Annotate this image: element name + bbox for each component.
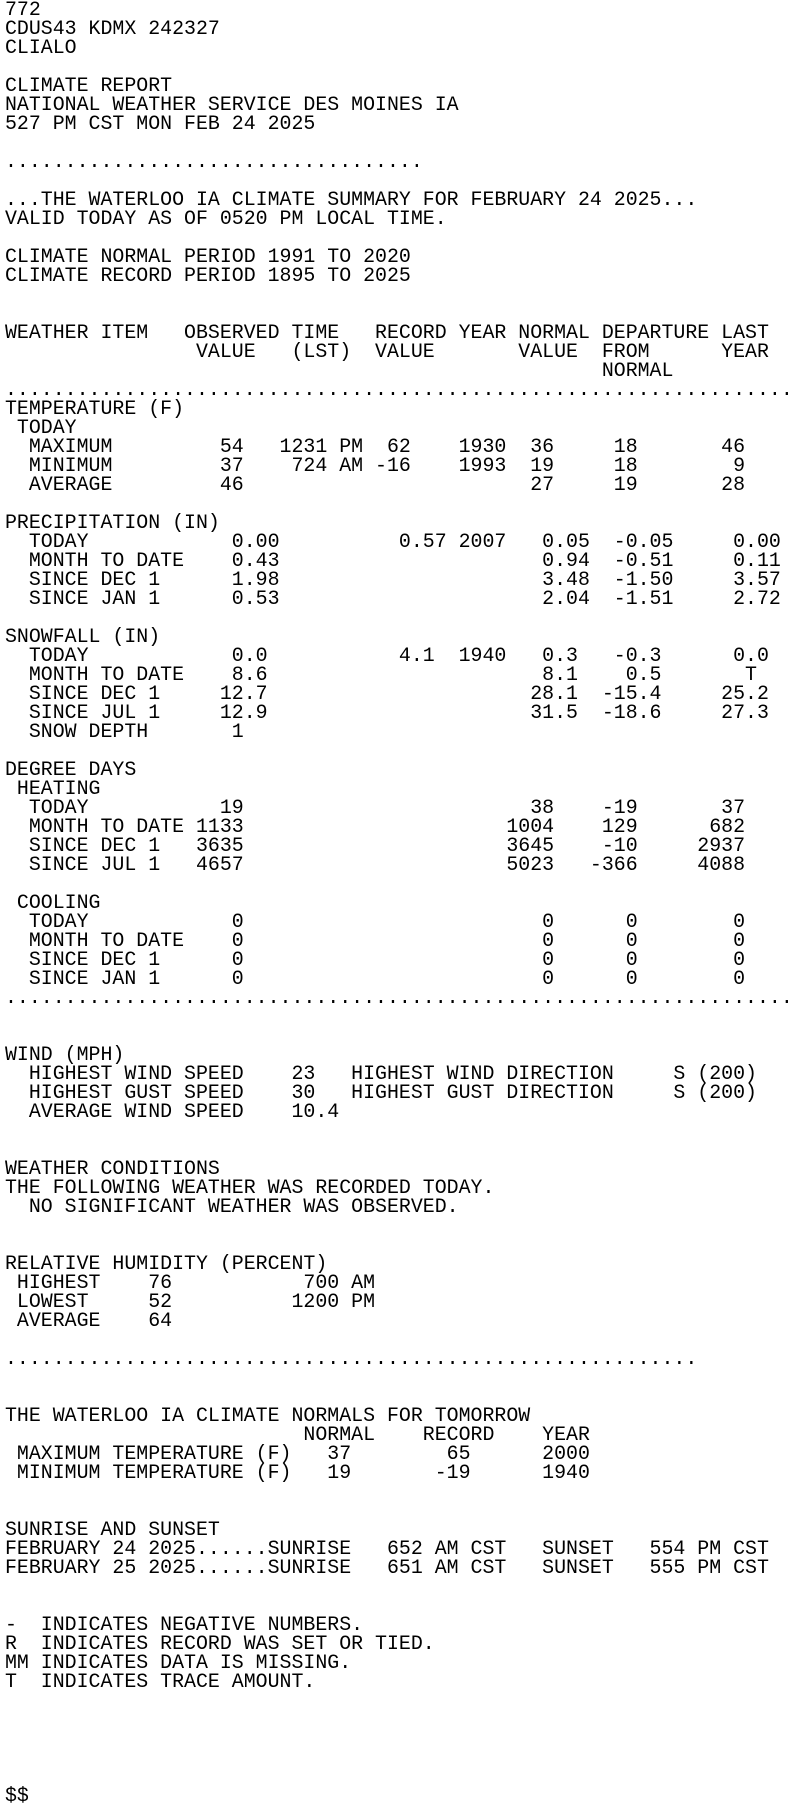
report-line: RELATIVE HUMIDITY (PERCENT) (5, 1252, 328, 1275)
report-line: SINCE DEC 1 12.7 28.1 -15.4 25.2 (5, 682, 769, 705)
report-line: FEBRUARY 24 2025......SUNRISE 652 AM CST SUNSET 554 PM CST (5, 1537, 769, 1560)
climate-report-document (5, 0, 793, 1805)
report-line: SINCE JAN 1 0.53 2.04 -1.51 2.72 (5, 587, 781, 610)
report-line: CDUS43 KDMX 242327 (5, 17, 220, 40)
report-line: HEATING (5, 777, 101, 800)
report-line: CLIMATE REPORT (5, 74, 173, 97)
report-line: SINCE JAN 1 0 0 0 0 (5, 967, 746, 990)
report-line: 772 (5, 0, 41, 21)
report-line: VALUE (LST) VALUE VALUE FROM YEAR (5, 340, 769, 363)
report-line: ................................... (5, 150, 423, 173)
report-line: NO SIGNIFICANT WEATHER WAS OBSERVED. (5, 1195, 459, 1218)
report-line (5, 1007, 793, 1026)
report-line: THE FOLLOWING WEATHER WAS RECORDED TODAY. (5, 1176, 495, 1199)
report-line: SINCE JUL 1 4657 5023 -366 4088 (5, 853, 746, 876)
report-line: CLIALO (5, 36, 77, 59)
report-line: SINCE DEC 1 3635 3645 -10 2937 (5, 834, 746, 857)
report-line: NORMAL (5, 359, 674, 382)
report-line (5, 1691, 793, 1710)
report-line: SINCE DEC 1 1.98 3.48 -1.50 3.57 (5, 568, 781, 591)
report-line: NORMAL RECORD YEAR (5, 1423, 590, 1446)
report-line (5, 1729, 793, 1748)
report-line: AVERAGE 46 27 19 28 (5, 473, 746, 496)
report-line (5, 1216, 793, 1235)
report-line: MONTH TO DATE 1133 1004 129 682 (5, 815, 746, 838)
report-line: HIGHEST 76 700 AM (5, 1271, 376, 1294)
report-line: PRECIPITATION (IN) (5, 511, 220, 534)
report-line: TODAY 0 0 0 0 (5, 910, 746, 933)
report-line (5, 1482, 793, 1501)
report-line: WEATHER ITEM OBSERVED TIME RECORD YEAR NORMAL DEPARTURE LAST (5, 321, 769, 344)
report-line: MONTH TO DATE 8.6 8.1 0.5 T (5, 663, 757, 686)
report-line (5, 1121, 793, 1140)
report-line: SINCE JUL 1 12.9 31.5 -18.6 27.3 (5, 701, 769, 724)
report-line: MM INDICATES DATA IS MISSING. (5, 1651, 352, 1674)
report-line: .................................................................. (5, 378, 793, 401)
report-line (5, 285, 793, 304)
report-line: - INDICATES NEGATIVE NUMBERS. (5, 1613, 364, 1636)
report-line: MINIMUM 37 724 AM -16 1993 19 18 9 (5, 454, 746, 477)
report-line: AVERAGE WIND SPEED 10.4 (5, 1100, 340, 1123)
report-line: MONTH TO DATE 0.43 0.94 -0.51 0.11 (5, 549, 781, 572)
report-line: SINCE DEC 1 0 0 0 0 (5, 948, 746, 971)
report-line (5, 874, 793, 893)
report-line: LOWEST 52 1200 PM (5, 1290, 376, 1313)
report-line (5, 1748, 793, 1767)
report-line: NATIONAL WEATHER SERVICE DES MOINES IA (5, 93, 459, 116)
report-line: SNOW DEPTH 1 (5, 720, 244, 743)
report-line: HIGHEST WIND SPEED 23 HIGHEST WIND DIRECTION S (200) (5, 1062, 757, 1085)
report-line: .......................................................... (5, 1347, 698, 1370)
report-line (5, 1577, 793, 1596)
report-line: VALID TODAY AS OF 0520 PM LOCAL TIME. (5, 207, 447, 230)
report-line: 527 PM CST MON FEB 24 2025 (5, 112, 316, 135)
report-line: TODAY (5, 416, 77, 439)
report-line: MONTH TO DATE 0 0 0 0 (5, 929, 746, 952)
report-line: HIGHEST GUST SPEED 30 HIGHEST GUST DIRECTION S (200) (5, 1081, 757, 1104)
report-line: FEBRUARY 25 2025......SUNRISE 651 AM CST SUNSET 555 PM CST (5, 1556, 769, 1579)
report-line: MAXIMUM TEMPERATURE (F) 37 65 2000 (5, 1442, 590, 1465)
report-line: R INDICATES RECORD WAS SET OR TIED. (5, 1632, 435, 1655)
report-line: SUNRISE AND SUNSET (5, 1518, 220, 1541)
report-line: TODAY 19 38 -19 37 (5, 796, 746, 819)
report-line: WIND (MPH) (5, 1043, 125, 1066)
report-line (5, 1767, 793, 1786)
report-line: THE WATERLOO IA CLIMATE NORMALS FOR TOMORROW (5, 1404, 531, 1427)
report-line (5, 1368, 793, 1387)
report-line: SNOWFALL (IN) (5, 625, 161, 648)
report-line (5, 1710, 793, 1729)
report-line: DEGREE DAYS (5, 758, 137, 781)
report-line: COOLING (5, 891, 101, 914)
report-line: T INDICATES TRACE AMOUNT. (5, 1670, 316, 1693)
report-line: MAXIMUM 54 1231 PM 62 1930 36 18 46 (5, 435, 746, 458)
report-line: TEMPERATURE (F) (5, 397, 185, 420)
report-line: WEATHER CONDITIONS (5, 1157, 220, 1180)
report-line: CLIMATE RECORD PERIOD 1895 TO 2025 (5, 264, 411, 287)
report-line: .................................................................. (5, 986, 793, 1009)
report-line: AVERAGE 64 (5, 1309, 173, 1332)
report-line: MINIMUM TEMPERATURE (F) 19 -19 1940 (5, 1461, 590, 1484)
report-line: $$ (5, 1784, 29, 1807)
report-line: TODAY 0.00 0.57 2007 0.05 -0.05 0.00 (5, 530, 781, 553)
report-line: CLIMATE NORMAL PERIOD 1991 TO 2020 (5, 245, 411, 268)
report-line: ...THE WATERLOO IA CLIMATE SUMMARY FOR FEBRUARY 24 2025... (5, 188, 698, 211)
report-line: TODAY 0.0 4.1 1940 0.3 -0.3 0.0 (5, 644, 769, 667)
